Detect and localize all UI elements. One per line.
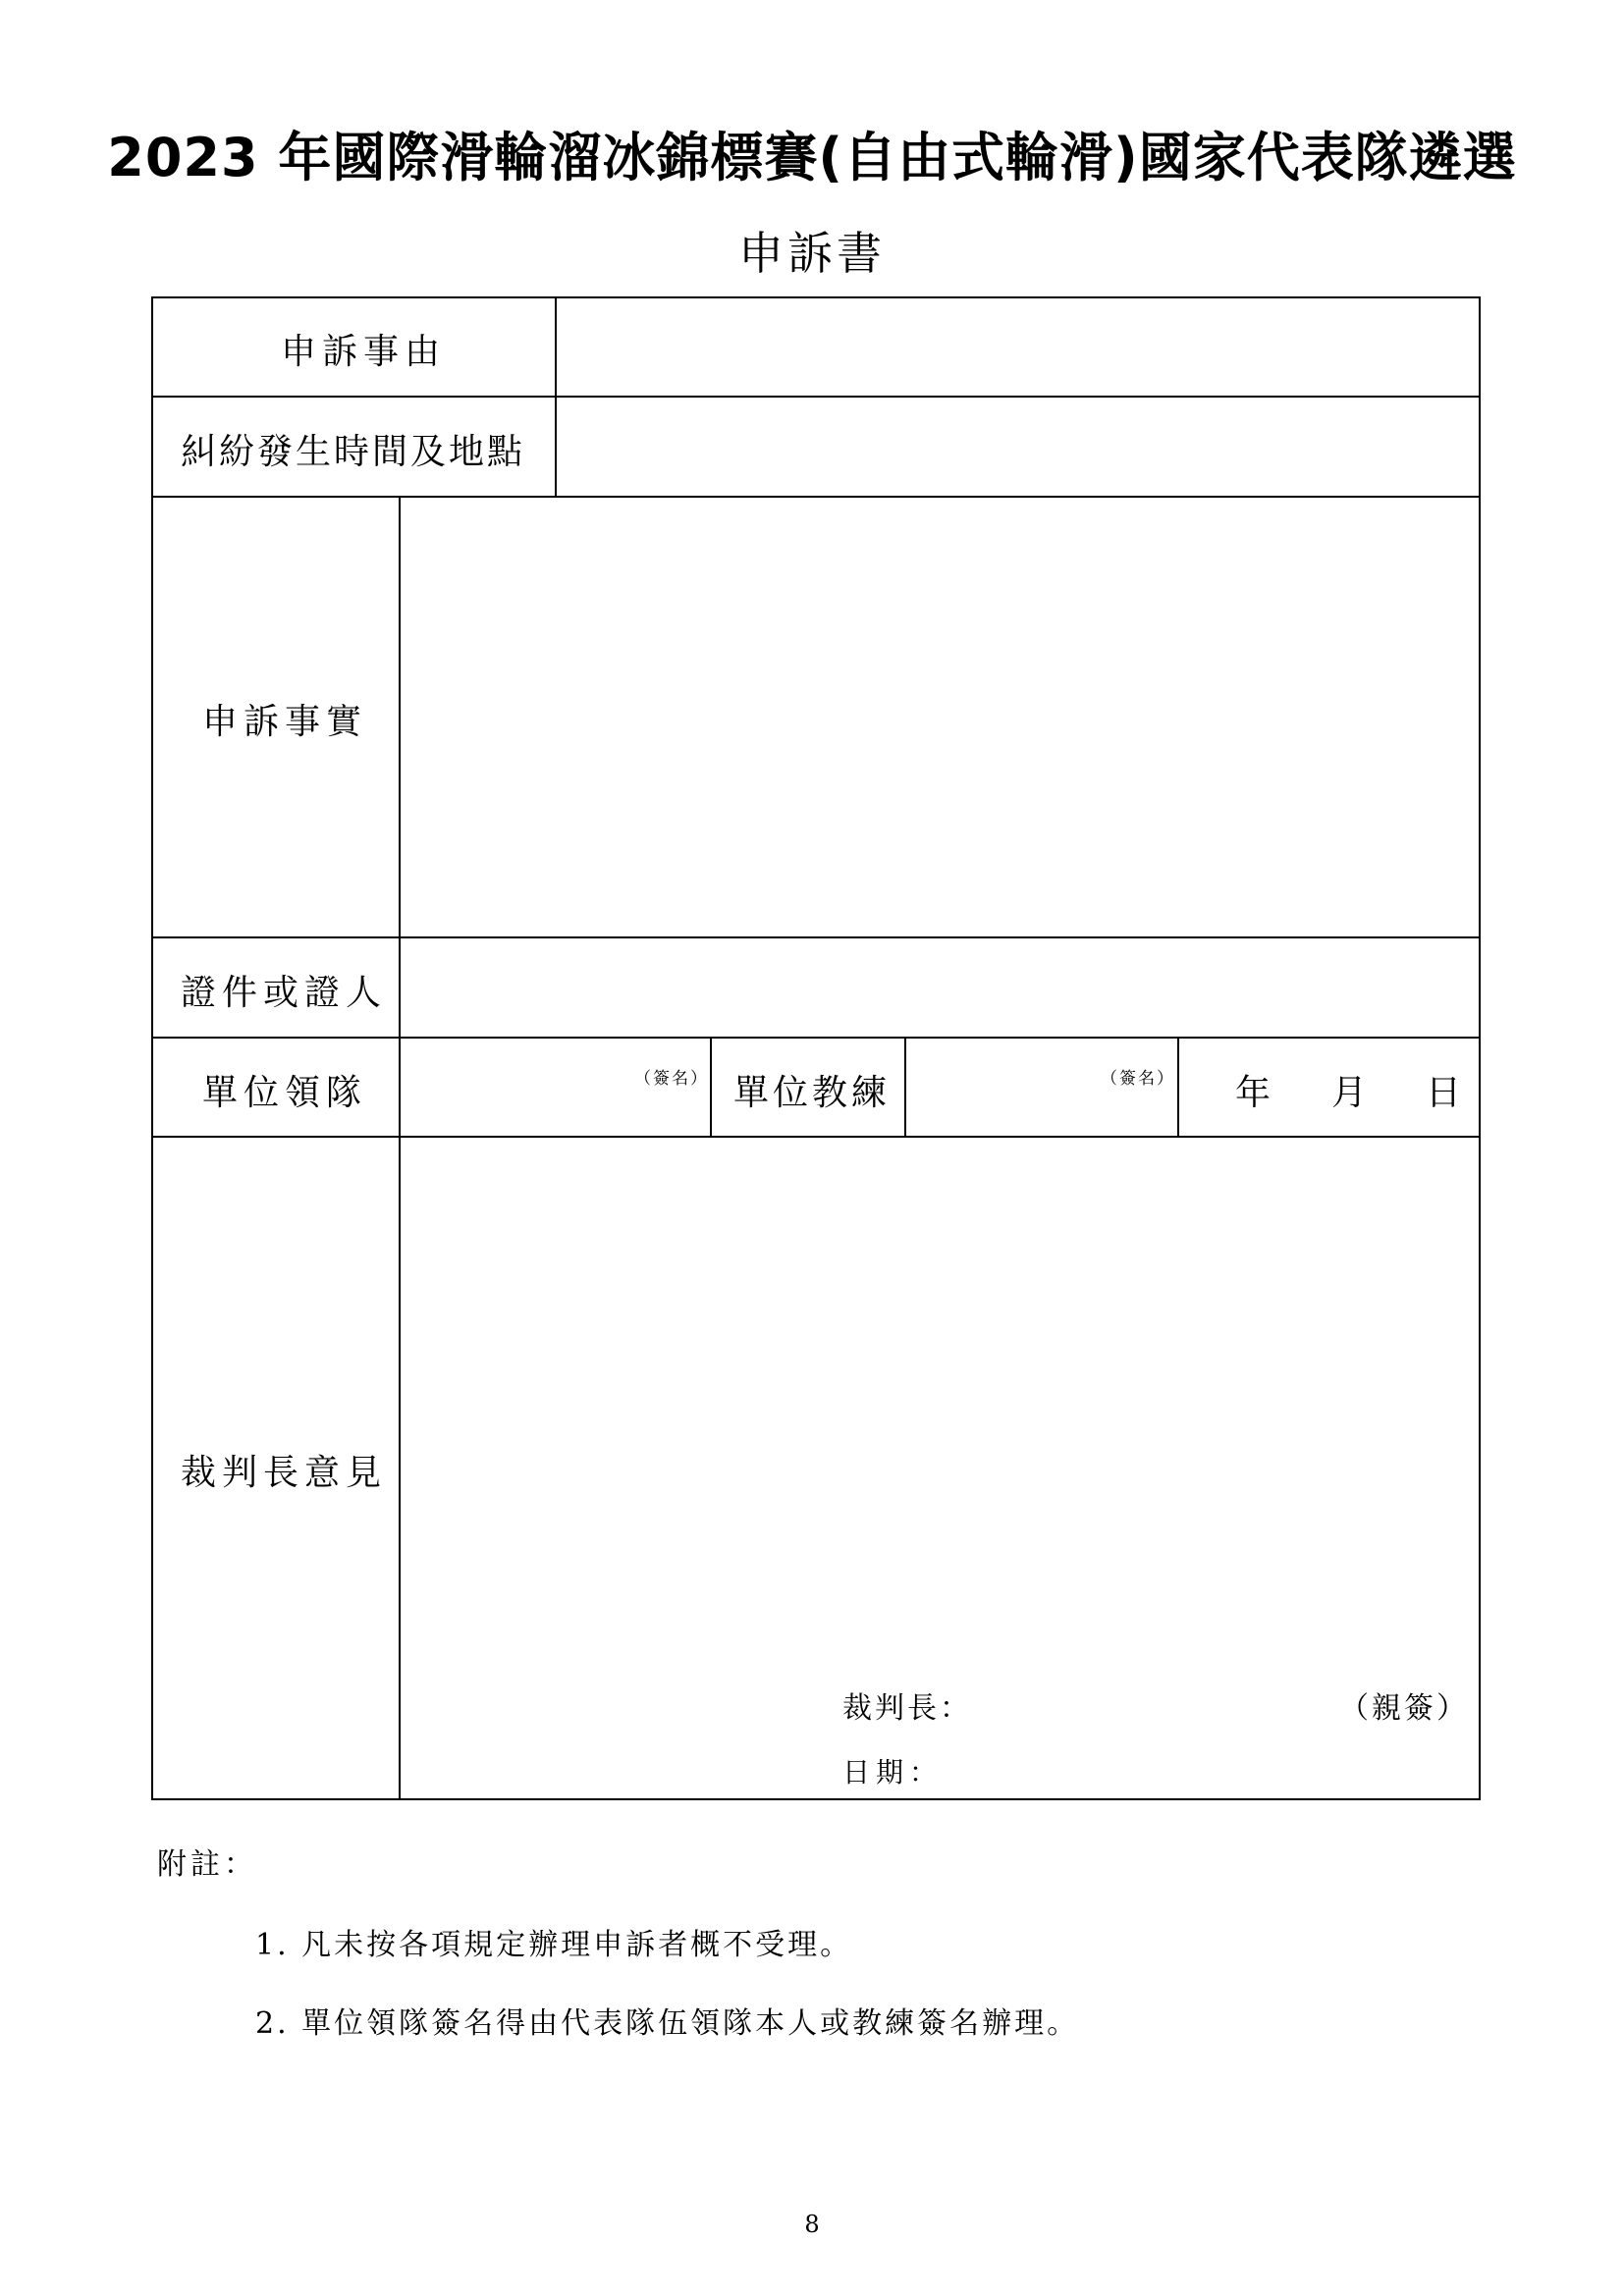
dispute-time-place-label: 糾紛發生時間及地點 bbox=[181, 432, 526, 472]
facts-label: 申訴事實 bbox=[202, 702, 368, 742]
team-coach-label: 單位教練 bbox=[733, 1073, 892, 1113]
personal-signature-mark: （親簽） bbox=[1339, 1691, 1469, 1726]
chief-referee-label: 裁判長： bbox=[842, 1691, 972, 1726]
note-item: 2. 單位領隊簽名得由代表隊伍領隊本人或教練簽名辦理。 bbox=[255, 2006, 1080, 2041]
team-leader-label: 單位領隊 bbox=[202, 1073, 368, 1113]
page-number: 8 bbox=[804, 2211, 820, 2238]
row-divider bbox=[151, 1136, 1481, 1138]
referee-date-label: 日期： bbox=[842, 1756, 944, 1789]
column-divider bbox=[1177, 1037, 1179, 1136]
column-divider bbox=[904, 1037, 906, 1136]
evidence-input-area[interactable] bbox=[402, 939, 1477, 1036]
row-divider bbox=[151, 396, 1481, 398]
reason-field[interactable] bbox=[558, 298, 1477, 395]
evidence-label: 證件或證人 bbox=[181, 973, 388, 1013]
document-subtitle: 申訴書 bbox=[738, 227, 886, 280]
appeal-form-table bbox=[151, 296, 1481, 1800]
row-divider bbox=[151, 496, 1481, 498]
date-month: 月 bbox=[1331, 1073, 1368, 1113]
column-divider bbox=[555, 296, 557, 496]
note-item: 1. 凡未按各項規定辦理申訴者概不受理。 bbox=[255, 1928, 853, 1962]
date-year: 年 bbox=[1235, 1073, 1272, 1113]
row-divider bbox=[151, 936, 1481, 938]
facts-field[interactable] bbox=[402, 499, 1477, 935]
referee-opinion-field[interactable] bbox=[402, 1139, 1477, 1649]
referee-opinion-label: 裁判長意見 bbox=[181, 1453, 388, 1493]
team-leader-sign-mark: （簽名） bbox=[634, 1069, 709, 1089]
column-divider bbox=[399, 496, 401, 1800]
notes-heading: 附註： bbox=[157, 1847, 257, 1882]
column-divider bbox=[710, 1037, 712, 1136]
document-title: 2023 年國際滑輪溜冰錦標賽(自由式輪滑)國家代表隊遴選 bbox=[107, 127, 1517, 188]
team-coach-sign-mark: （簽名） bbox=[1101, 1069, 1175, 1089]
row-divider bbox=[151, 1037, 1481, 1039]
reason-label: 申訴事由 bbox=[281, 332, 447, 372]
dispute-time-place-field[interactable] bbox=[558, 399, 1477, 495]
date-day: 日 bbox=[1426, 1073, 1462, 1113]
